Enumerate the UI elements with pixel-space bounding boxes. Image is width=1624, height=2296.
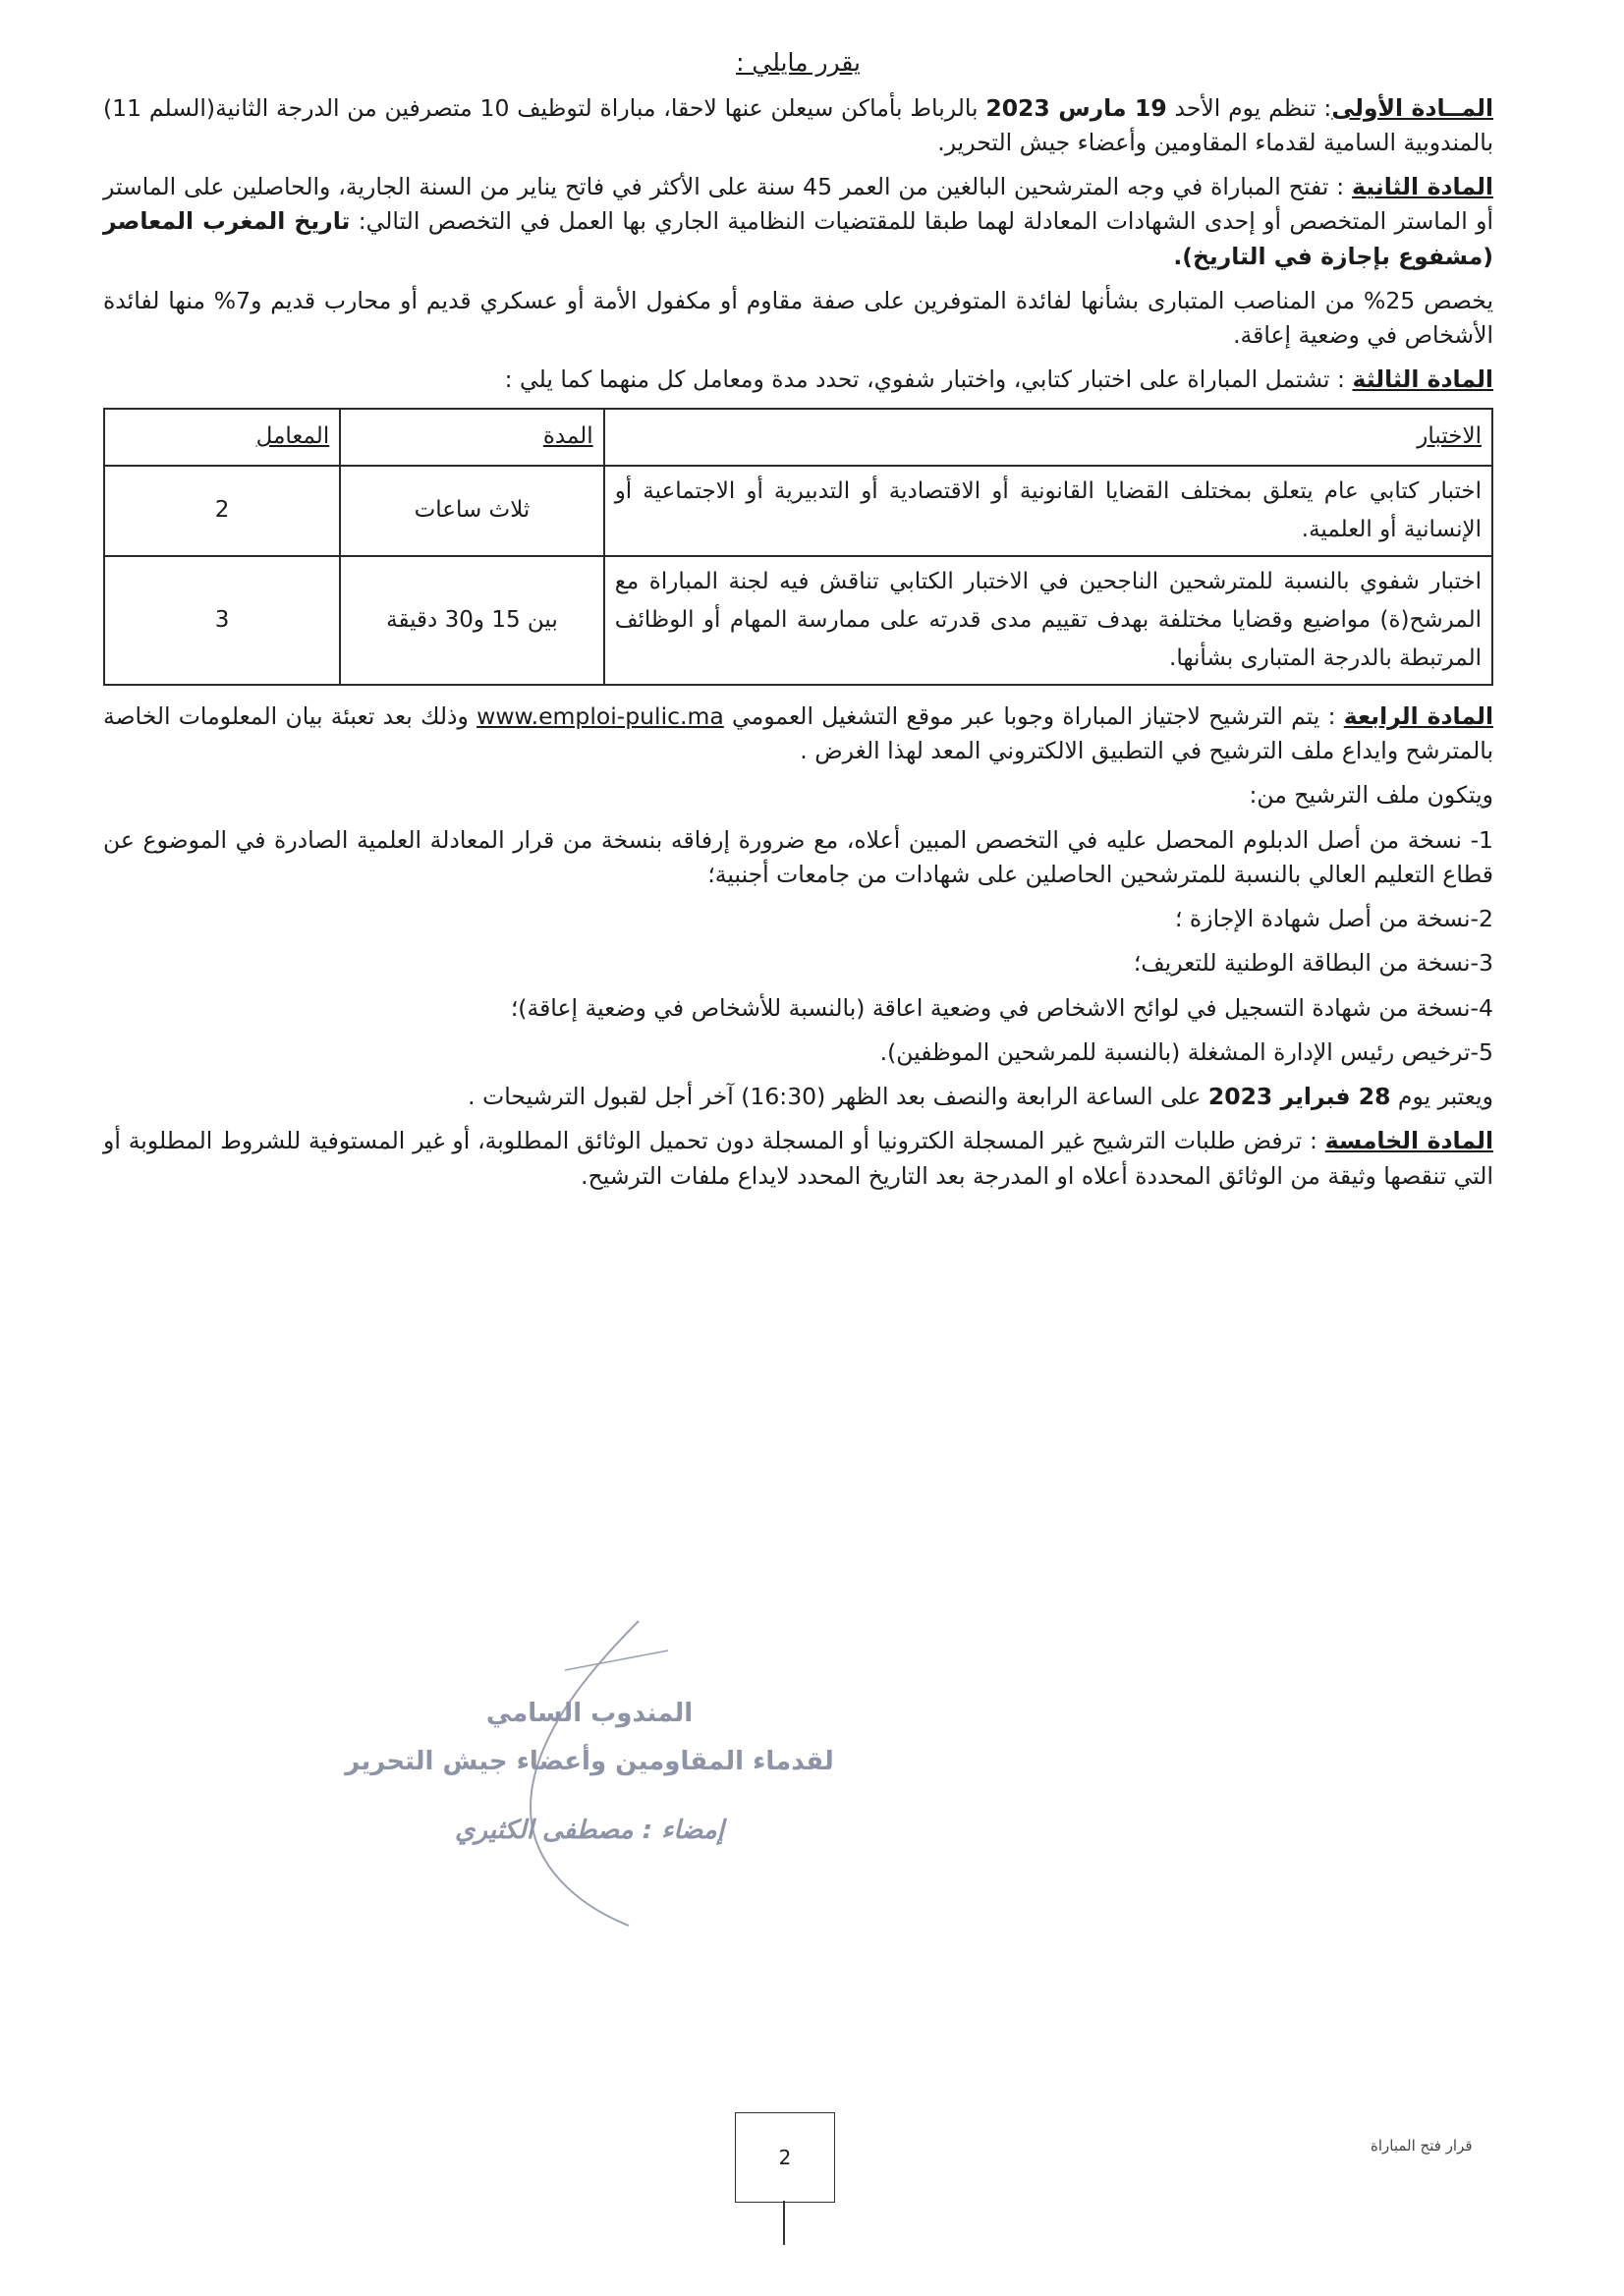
- article-3: المادة الثالثة : تشتمل المباراة على اختبار كتابي، واختبار شفوي، تحدد مدة ومعامل كل منهما كما يلي :: [504, 365, 1493, 394]
- exam-coefficient: 2: [104, 466, 340, 556]
- page-number-tick: [783, 2201, 785, 2245]
- list-item: 2-نسخة من أصل شهادة الإجازة ؛: [1174, 905, 1493, 933]
- exam-description: اختبار شفوي بالنسبة للمترشحين الناجحين في الاختبار الكتابي تناقش فيه لجنة المباراة مع المرشح(ة) مواضيع وقضايا مختلفة بهدف تقييم مدى قدرته على ممارسة المهام أو الوظائف المرتبطة بالدرجة المتبارى بشأنها.: [604, 556, 1492, 685]
- exam-duration: ثلاث ساعات: [340, 466, 603, 556]
- article-2-quota: يخصص 25% من المناصب المتبارى بشأنها لفائدة المتوفرين على صفة مقاوم أو مكفول الأمة أو عسكري قديم أو محارب قديم و7% منها لفائدة الأشخاص في وضعية إعاقة.: [103, 286, 1493, 349]
- page-number: 2: [735, 2112, 835, 2203]
- article-5: المادة الخامسة : ترفض طلبات الترشيح غير المسجلة الكترونيا أو المسجلة دون تحميل الوثائق المطلوبة، أو غير المستوفية للشروط المطلوبة أو التي تنقصها وثيقة من الوثائق المحددة أعلاه او المدرجة بعد التاريخ المحدد لايداع ملفات الترشيح.: [103, 1127, 1493, 1190]
- list-item: 3-نسخة من البطاقة الوطنية للتعريف؛: [1133, 949, 1493, 978]
- deadline-date: 28 فبراير 2023: [1207, 1083, 1391, 1111]
- exam-table: [103, 408, 1493, 686]
- table-row: [104, 466, 1492, 556]
- table-row: [104, 556, 1492, 685]
- article-4: المادة الرابعة : يتم الترشيح لاجتياز المباراة وجوبا عبر موقع التشغيل العمومي www.emploi-pulic.ma وذلك بعد تعبئة بيان المعلومات الخاصة بالمترشح وايداع ملف الترشيح في التطبيق الالكتروني المعد لهذا الغرض .: [103, 701, 1494, 765]
- header-duration: المدة: [340, 409, 603, 466]
- signature-block: [314, 1690, 865, 1855]
- article-2-title: المادة الثانية: [1352, 173, 1493, 200]
- article-1-title: المــادة الأولى: [1331, 93, 1494, 122]
- article-1-date: 19 مارس 2023: [985, 93, 1167, 122]
- deadline: ويعتبر يوم 28 فبراير 2023 على الساعة الرابعة والنصف بعد الظهر (16:30) آخر أجل لقبول الترشيحات .: [468, 1083, 1493, 1111]
- exam-table-header: [104, 409, 1492, 466]
- list-item: 5-ترخيص رئيس الإدارة المشغلة (بالنسبة للمرشحين الموظفين).: [879, 1037, 1493, 1066]
- article-2-specialty: تاريخ المغرب المعاصر (مشفوع بإجازة في التاريخ).: [103, 207, 1493, 270]
- exam-duration: بين 15 و30 دقيقة: [340, 556, 603, 685]
- article-2: المادة الثانية : تفتح المباراة في وجه المترشحين البالغين من العمر 45 سنة على الأكثر في فاتح يناير من السنة الجارية، والحاصلين على الماستر أو الماستر المتخصص أو إحدى الشهادات المعادلة لهما طبقا للمقتضيات النظامية الجاري بها العمل في التخصص التالي: تاريخ المغرب المعاصر (مشفوع بإجازة في التاريخ).: [103, 173, 1494, 270]
- article-1: المــادة الأولى: تنظم يوم الأحد 19 مارس 2023 بالرباط بأماكن سيعلن عنها لاحقا، مباراة لتوظيف 10 متصرفين من الدرجة الثانية(السلم 11) بالمندوبية السامية لقدماء المقاومين وأعضاء جيش التحرير.: [103, 93, 1494, 156]
- article-4-title: المادة الرابعة: [1343, 701, 1494, 730]
- article-3-title: المادة الثالثة: [1352, 365, 1493, 394]
- signature-institution: لقدماء المقاومين وأعضاء جيش التحرير: [345, 1747, 834, 1777]
- document-body: [103, 44, 1493, 1204]
- website-link[interactable]: www.emploi-pulic.ma: [476, 701, 724, 730]
- article-5-title: المادة الخامسة: [1324, 1127, 1493, 1155]
- signature-name: إمضاء : مصطفى الكثيري: [455, 1815, 724, 1845]
- header-coefficient: المعامل: [104, 409, 340, 466]
- intro-heading: يقرر مايلي :: [736, 48, 861, 77]
- exam-coefficient: 3: [104, 556, 340, 685]
- header-exam: الاختبار: [604, 409, 1492, 466]
- signature-title: المندوب السامي: [485, 1699, 694, 1728]
- file-intro: ويتكون ملف الترشيح من:: [1249, 781, 1493, 810]
- list-item: 1- نسخة من أصل الدبلوم المحصل عليه في التخصص المبين أعلاه، مع ضرورة إرفاقه بنسخة من قرار المعادلة العلمية الصادرة في الموضوع عن قطاع التعليم العالي بالنسبة للمترشحين الحاصلين على شهادات من جامعات أجنبية؛: [103, 825, 1493, 888]
- list-item: 4-نسخة من شهادة التسجيل في لوائح الاشخاص في وضعية اعاقة (بالنسبة للأشخاص في وضعية إعاقة)؛: [510, 993, 1493, 1022]
- footer-note: قرار فتح المباراة: [1371, 2137, 1473, 2155]
- exam-description: اختبار كتابي عام يتعلق بمختلف القضايا القانونية أو الاقتصادية أو التدبيرية أو الاجتماعية أو الإنسانية أو العلمية.: [604, 466, 1492, 556]
